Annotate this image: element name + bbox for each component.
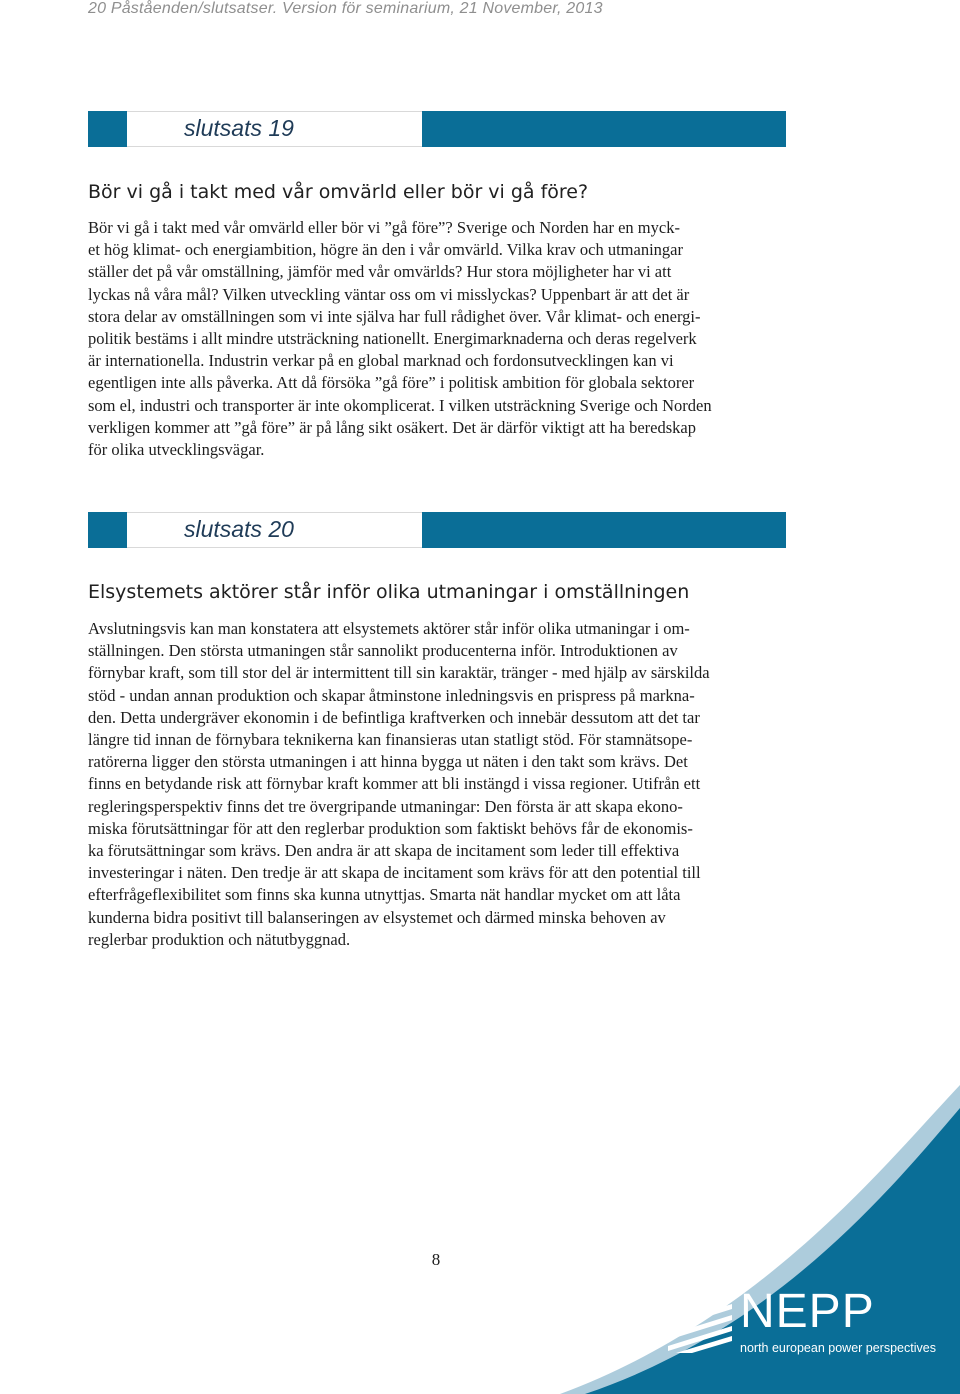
- body-line: egentligen inte alls påverka. Att då försöka ”gå före” i politisk ambition för globala sektorer: [88, 373, 695, 393]
- body-line: politik bestäms i allt mindre utsträckning nationellt. Energimarknaderna och deras regelverk: [88, 329, 697, 349]
- logo-wordmark: NEPP: [740, 1285, 875, 1338]
- body-line: ställningen. Den största utmaningen står sannolikt producenterna inför. Introduktionen av: [88, 641, 678, 661]
- body-line: för olika utvecklingsvägar.: [88, 440, 265, 460]
- body-line: stora delar av omställningen som vi inte själva har full rådighet över. Vår klimat- och energi-: [88, 306, 701, 326]
- body-line: verkligen kommer att ”gå före” är på lång sikt osäkert. Det är därför viktigt att ha beredskap: [88, 417, 696, 437]
- running-header: 20 Påståenden/slutsatser. Version för seminarium, 21 November, 2013: [88, 0, 603, 17]
- logo-tagline: north european power perspectives: [740, 1341, 936, 1355]
- section-heading: Elsystemets aktörer står inför olika utmaningar i omställningen: [88, 581, 690, 603]
- body-line: som el, industri och transporter är inte okomplicerat. I vilken utsträckning Sverige och Norden: [88, 395, 712, 415]
- body-line: stöd - undan annan produktion och skapar åtminstone inledningsvis en prispress på markna-: [88, 685, 695, 705]
- section-label: slutsats 19: [184, 115, 294, 141]
- section-heading: Bör vi gå i takt med vår omvärld eller bör vi gå före?: [88, 181, 589, 203]
- body-line: kunderna bidra positivt till balanseringen av elsystemet och därmed minska behoven av: [88, 907, 666, 927]
- body-line: den. Detta undergräver ekonomin i de befintliga kraftverken och innebär dessutom att det tar: [88, 707, 700, 727]
- body-line: investeringar i näten. Den tredje är att skapa de incitament som krävs för att den potential till: [88, 863, 701, 883]
- body-line: lyckas nå våra mål? Vilken utveckling väntar oss om vi misslyckas? Uppenbart är att det är: [88, 284, 690, 304]
- body-line: Avslutningsvis kan man konstatera att elsystemets aktörer står inför olika utmaningar i om-: [88, 619, 690, 638]
- body-line: miska förutsättningar för att den reglerbar produktion som faktiskt behövs får de ekonomis-: [88, 818, 693, 838]
- body-line: finns en betydande risk att förnybar kraft kommer att bli instängd i vissa regioner. Utifrån ett: [88, 774, 701, 794]
- body-line: regleringsperspektiv finns det tre övergripande utmaningar: Den första är att skapa ekono-: [88, 796, 683, 816]
- body-line: längre tid innan de förnybara teknikerna kan finansieras utan statligt stöd. För stamnätsope-: [88, 730, 693, 750]
- body-line: reglerbar produktion och nätutbyggnad.: [88, 929, 351, 949]
- body-line: ratörerna ligger den största utmaningen i att hinna bygga ut näten i den takt som krävs. Det: [88, 752, 688, 772]
- body-line: efterfrågeflexibilitet som finns ska kunna utnyttjas. Smarta nät handlar mycket om att låta: [88, 885, 681, 905]
- body-line: Bör vi gå i takt med vår omvärld eller bör vi ”gå före”? Sverige och Norden har en myck-: [88, 218, 680, 237]
- body-line: förnybar kraft, som till stor del är intermittent till sin karaktär, tränger - med hjälp av särskilda: [88, 663, 710, 683]
- nepp-stripes-icon: [668, 1290, 732, 1354]
- body-line: ställer det på vår omställning, jämför med vår omvärlds? Hur stora möjligheter har vi att: [88, 262, 672, 282]
- section-label: slutsats 20: [184, 516, 294, 542]
- body-line: är internationella. Industrin verkar på en global marknad och fordonsutvecklingen kan vi: [88, 351, 674, 371]
- body-line: ka förutsättningar som krävs. Den andra är att skapa de incitament som leder till effektiva: [88, 841, 680, 861]
- body-line: et hög klimat- och energiambition, högre än den i vår omvärld. Vilka krav och utmaningar: [88, 240, 683, 260]
- page-number: 8: [431, 1250, 441, 1269]
